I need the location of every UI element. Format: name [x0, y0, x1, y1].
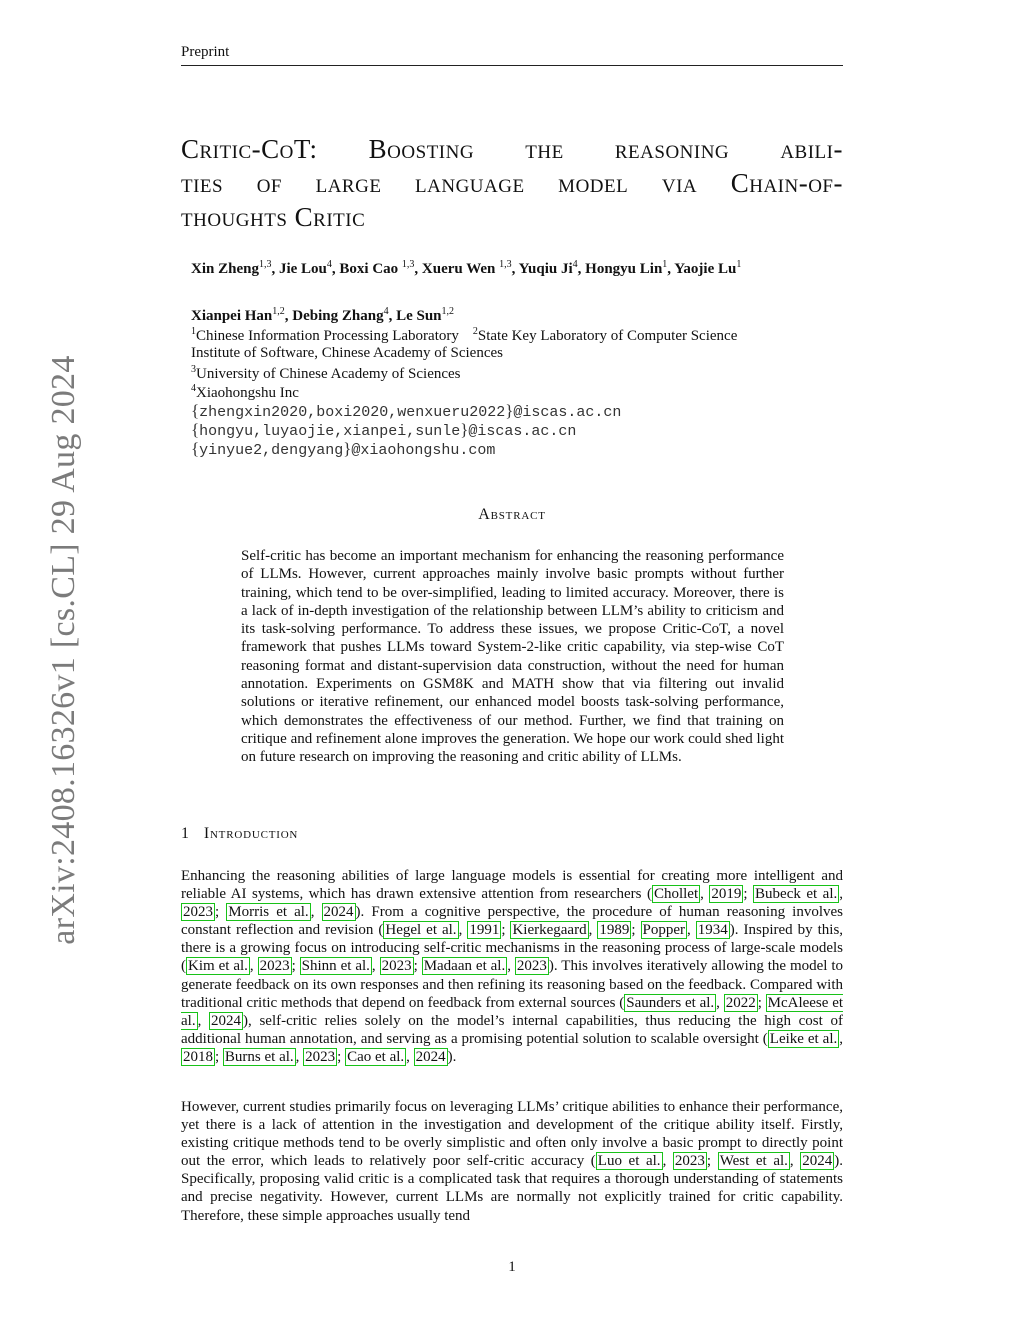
- author-separator: ,: [284, 308, 293, 324]
- citation-link[interactable]: McAleese et al.: [181, 994, 844, 1029]
- citation-year-link[interactable]: 2024: [415, 1048, 446, 1065]
- citation-separator: ;: [413, 958, 422, 975]
- citation-separator: ;: [291, 958, 300, 975]
- citation-year-link[interactable]: 2024: [211, 1012, 242, 1029]
- author-separator: ,: [388, 308, 397, 324]
- brace-close: }: [343, 439, 352, 458]
- author-separator: ,: [667, 261, 675, 277]
- section-title: Introduction: [203, 825, 299, 842]
- citation-link[interactable]: Morris et al.: [228, 904, 309, 921]
- author-name: Le Sun: [396, 308, 442, 324]
- citation-year-link[interactable]: 1934: [697, 922, 728, 939]
- brace-open: {: [191, 420, 200, 439]
- brace-close: }: [460, 420, 469, 439]
- author-name: Hongyu Lin: [585, 261, 663, 277]
- author-separator: ,: [577, 261, 586, 277]
- affiliation-mark: 3: [191, 364, 196, 375]
- author-separator: ,: [331, 261, 340, 277]
- citation-year-link[interactable]: 2023: [381, 958, 412, 975]
- author-affiliation-mark: 4: [383, 306, 389, 317]
- citation-comma: ,: [507, 958, 515, 975]
- citation-separator: ;: [215, 1048, 223, 1065]
- citation-comma: ,: [295, 1048, 304, 1065]
- author-affiliation-mark: 1,3: [258, 259, 272, 270]
- author-name: Jie Lou: [278, 261, 327, 277]
- citation-link[interactable]: Cao et al.: [347, 1048, 405, 1065]
- citation-comma: ,: [716, 994, 724, 1011]
- email-line-1: [191, 401, 621, 421]
- affiliation-text: Chinese Information Processing Laboratory: [196, 328, 459, 344]
- author-name: Xianpei Han: [191, 308, 273, 324]
- paragraph-text: ), self-critic relies solely on the model’s internal capabilities, thus reducing the high cost of additional human annotation, and serving as a promising potential solution to scalable oversight (: [181, 1012, 843, 1047]
- citation-link[interactable]: Saunders et al.: [626, 994, 715, 1011]
- email-domain: @xiaohongshu.com: [351, 442, 496, 459]
- email-line-3: [191, 439, 495, 459]
- citation-year-link[interactable]: 2024: [323, 904, 354, 921]
- citation-year-link[interactable]: 2023: [674, 1153, 705, 1170]
- abstract-heading: Abstract: [478, 506, 546, 523]
- abstract-body: Self-critic has become an important mechanism for enhancing the reasoning performance of LLMs. However, current approaches mainly involve basic prompts without further training, which tend to be over-simplified, leading to limited accuracy. Moreover, there is a lack of in-depth investigation of the relationship between LLM’s ability to criticism and its task-solving performance. To address these issues, we propose Critic-CoT, a novel framework that pushes LLMs toward System-2-like critic capability, via step-wise CoT reasoning format and distant-supervision data construction, without the need for human annotation. Experiments on GSM8K and MATH show that via filtering out invalid solutions or iterative refinement, our enhanced model boosts task-solving performance, which demonstrates the effectiveness of our method. Further, we find that training on critique and refinement alone improves the generation. We hope our work could shed light on future research on improving the reasoning and critic ability of LLMs.: [241, 548, 784, 766]
- author-affiliation-mark: 1: [662, 259, 668, 270]
- email-usernames: hongyu,luyaojie,xianpei,sunle: [199, 423, 461, 440]
- citation-separator: ;: [631, 922, 641, 939]
- title-line-2: ties of large language model via Chain-of-: [181, 168, 843, 198]
- affiliation-text: University of Chinese Academy of Sciences: [196, 366, 461, 382]
- author-name: Yaojie Lu: [674, 261, 737, 277]
- citation-year-link[interactable]: 2023: [259, 958, 290, 975]
- citation-separator: ;: [215, 904, 227, 921]
- author-separator: ,: [511, 261, 519, 277]
- citation-link[interactable]: Luo et al.: [597, 1153, 661, 1170]
- author-separator: ,: [271, 261, 279, 277]
- author-affiliation-mark: 1,2: [272, 306, 285, 317]
- affiliation-text: State Key Laboratory of Computer Science: [477, 328, 738, 344]
- paragraph-text: ). Specifically, proposing valid critic is a complicated task that requires a thorough understanding of statements and precise negativity. However, current LLMs are normally not explicitly trained for critic capability. Therefore, these simple approaches usually tend: [181, 1153, 844, 1224]
- citation-year-link[interactable]: 2024: [802, 1153, 833, 1170]
- citation-link[interactable]: Hegel et al.: [385, 922, 457, 939]
- paragraph-text: However, current studies primarily focus on leveraging LLMs’ critique abilities to enhance their performance, yet there is a lack of attention in the investigation and development of the critique ability itself. Firstly, existing critique methods tend to be overly simplistic and often only involve a basic prompt to directly point out the error, which leads to relatively poor self-critic accuracy (: [181, 1099, 843, 1170]
- paragraph-text: ). This involves iteratively allowing the model to generate feedback on its own responses and then refining its reasoning based on the feedback. Compared with traditional critic methods that depend on feedback from external sources (: [181, 958, 844, 1011]
- affiliation-line-2: Institute of Software, Chinese Academy of Sciences: [191, 345, 503, 361]
- paper-title: [181, 132, 843, 234]
- author-list-row-2: [191, 306, 454, 325]
- author-affiliation-mark: 1,2: [441, 306, 455, 317]
- email-usernames: zhengxin2020,boxi2020,wenxueru2022: [199, 404, 506, 421]
- citation-comma: ,: [839, 886, 843, 903]
- email-usernames: yinyue2,dengyang: [199, 442, 344, 459]
- citation-link[interactable]: Madaan et al.: [423, 958, 506, 975]
- citation-comma: ,: [662, 1153, 673, 1170]
- citation-separator: ;: [757, 994, 766, 1011]
- author-name: Boxi Cao: [339, 261, 399, 277]
- running-header: Preprint: [181, 44, 230, 60]
- citation-link[interactable]: Kierkegaard: [512, 922, 587, 939]
- citation-link[interactable]: Burns et al.: [224, 1048, 294, 1065]
- intro-paragraph-1: [181, 867, 843, 1066]
- email-domain: @iscas.ac.cn: [468, 423, 577, 440]
- affiliation-mark: 2: [472, 326, 478, 337]
- citation-link[interactable]: West et al.: [719, 1153, 788, 1170]
- author-name: Xin Zheng: [191, 261, 259, 277]
- brace-open: {: [191, 401, 200, 420]
- header-rule: [181, 65, 843, 66]
- page-number: 1: [508, 1259, 516, 1275]
- section-number: 1: [181, 825, 190, 842]
- paragraph-text: Enhancing the reasoning abilities of large language models is essential for creating more intelligent and reliable AI systems, which has drawn extensive attention from researchers (: [181, 868, 843, 903]
- author-separator: ,: [414, 261, 422, 277]
- author-name: Yuqiu Ji: [518, 261, 573, 277]
- affiliation-text: Xiaohongshu Inc: [196, 385, 299, 401]
- citation-link[interactable]: Shinn et al.: [301, 958, 370, 975]
- citation-year-link[interactable]: 1991: [469, 922, 500, 939]
- section-heading-introduction: [181, 825, 298, 843]
- affiliation-line-1: [191, 326, 737, 345]
- author-affiliation-mark: 1: [736, 259, 742, 270]
- citation-comma: ,: [458, 922, 468, 939]
- citation-comma: ,: [249, 958, 258, 975]
- email-domain: @iscas.ac.cn: [513, 404, 622, 421]
- arxiv-identifier-stamp: arXiv:2408.16326v1 [cs.CL] 29 Aug 2024: [45, 355, 82, 945]
- brace-open: {: [191, 439, 200, 458]
- citation-separator: ;: [743, 886, 754, 903]
- citation-comma: ,: [700, 886, 710, 903]
- citation-separator: ;: [706, 1153, 718, 1170]
- paragraph-text: ). Inspired by this, there is a growing focus on introducing self-critic mechanisms in the reasoning process of large-scale models (: [181, 922, 844, 975]
- citation-comma: ,: [197, 1012, 210, 1029]
- intro-paragraph-2: [181, 1098, 843, 1225]
- affiliation-mark: 1: [191, 326, 196, 337]
- citation-link[interactable]: Kim et al.: [188, 958, 248, 975]
- affiliation-line-3: [191, 364, 461, 383]
- citation-comma: ,: [839, 1030, 843, 1047]
- email-line-2: [191, 420, 576, 440]
- citation-comma: ,: [789, 1153, 801, 1170]
- citation-comma: ,: [687, 922, 696, 939]
- citation-comma: ,: [371, 958, 380, 975]
- affiliation-line-4: [191, 383, 299, 402]
- citation-year-link[interactable]: 1989: [599, 922, 630, 939]
- author-affiliation-mark: 4: [326, 259, 332, 270]
- citation-comma: ,: [310, 904, 322, 921]
- citation-year-link[interactable]: 2019: [711, 886, 742, 903]
- brace-close: }: [505, 401, 514, 420]
- author-name: Xueru Wen: [421, 261, 496, 277]
- author-affiliation-mark: 4: [572, 259, 578, 270]
- author-name: Debing Zhang: [292, 308, 384, 324]
- affiliation-mark: 4: [191, 383, 196, 394]
- citation-year-link[interactable]: 2022: [725, 994, 756, 1011]
- citation-link[interactable]: Chollet: [653, 886, 699, 903]
- citation-link[interactable]: Popper: [642, 922, 685, 939]
- citation-separator: ;: [337, 1048, 346, 1065]
- title-line-1: Critic-CoT: Boosting the reasoning abili-: [181, 134, 843, 164]
- citation-comma: ,: [406, 1048, 414, 1065]
- title-line-3: thoughts Critic: [181, 202, 366, 232]
- citation-year-link[interactable]: 2023: [516, 958, 547, 975]
- author-affiliation-mark: 1,3: [401, 259, 415, 270]
- paragraph-text: ).: [447, 1048, 457, 1065]
- author-list-row-1: [191, 259, 741, 278]
- paragraph-text: ). From a cognitive perspective, the procedure of human reasoning involves constant reflection and revision (: [181, 904, 843, 939]
- citation-separator: ;: [501, 922, 511, 939]
- citation-year-link[interactable]: 2018: [183, 1048, 213, 1065]
- citation-link[interactable]: Leike et al.: [769, 1030, 838, 1047]
- citation-link[interactable]: Bubeck et al.: [755, 886, 838, 903]
- author-affiliation-mark: 1,3: [499, 259, 512, 270]
- citation-comma: ,: [588, 922, 598, 939]
- citation-year-link[interactable]: 2023: [183, 904, 213, 921]
- citation-year-link[interactable]: 2023: [305, 1048, 336, 1065]
